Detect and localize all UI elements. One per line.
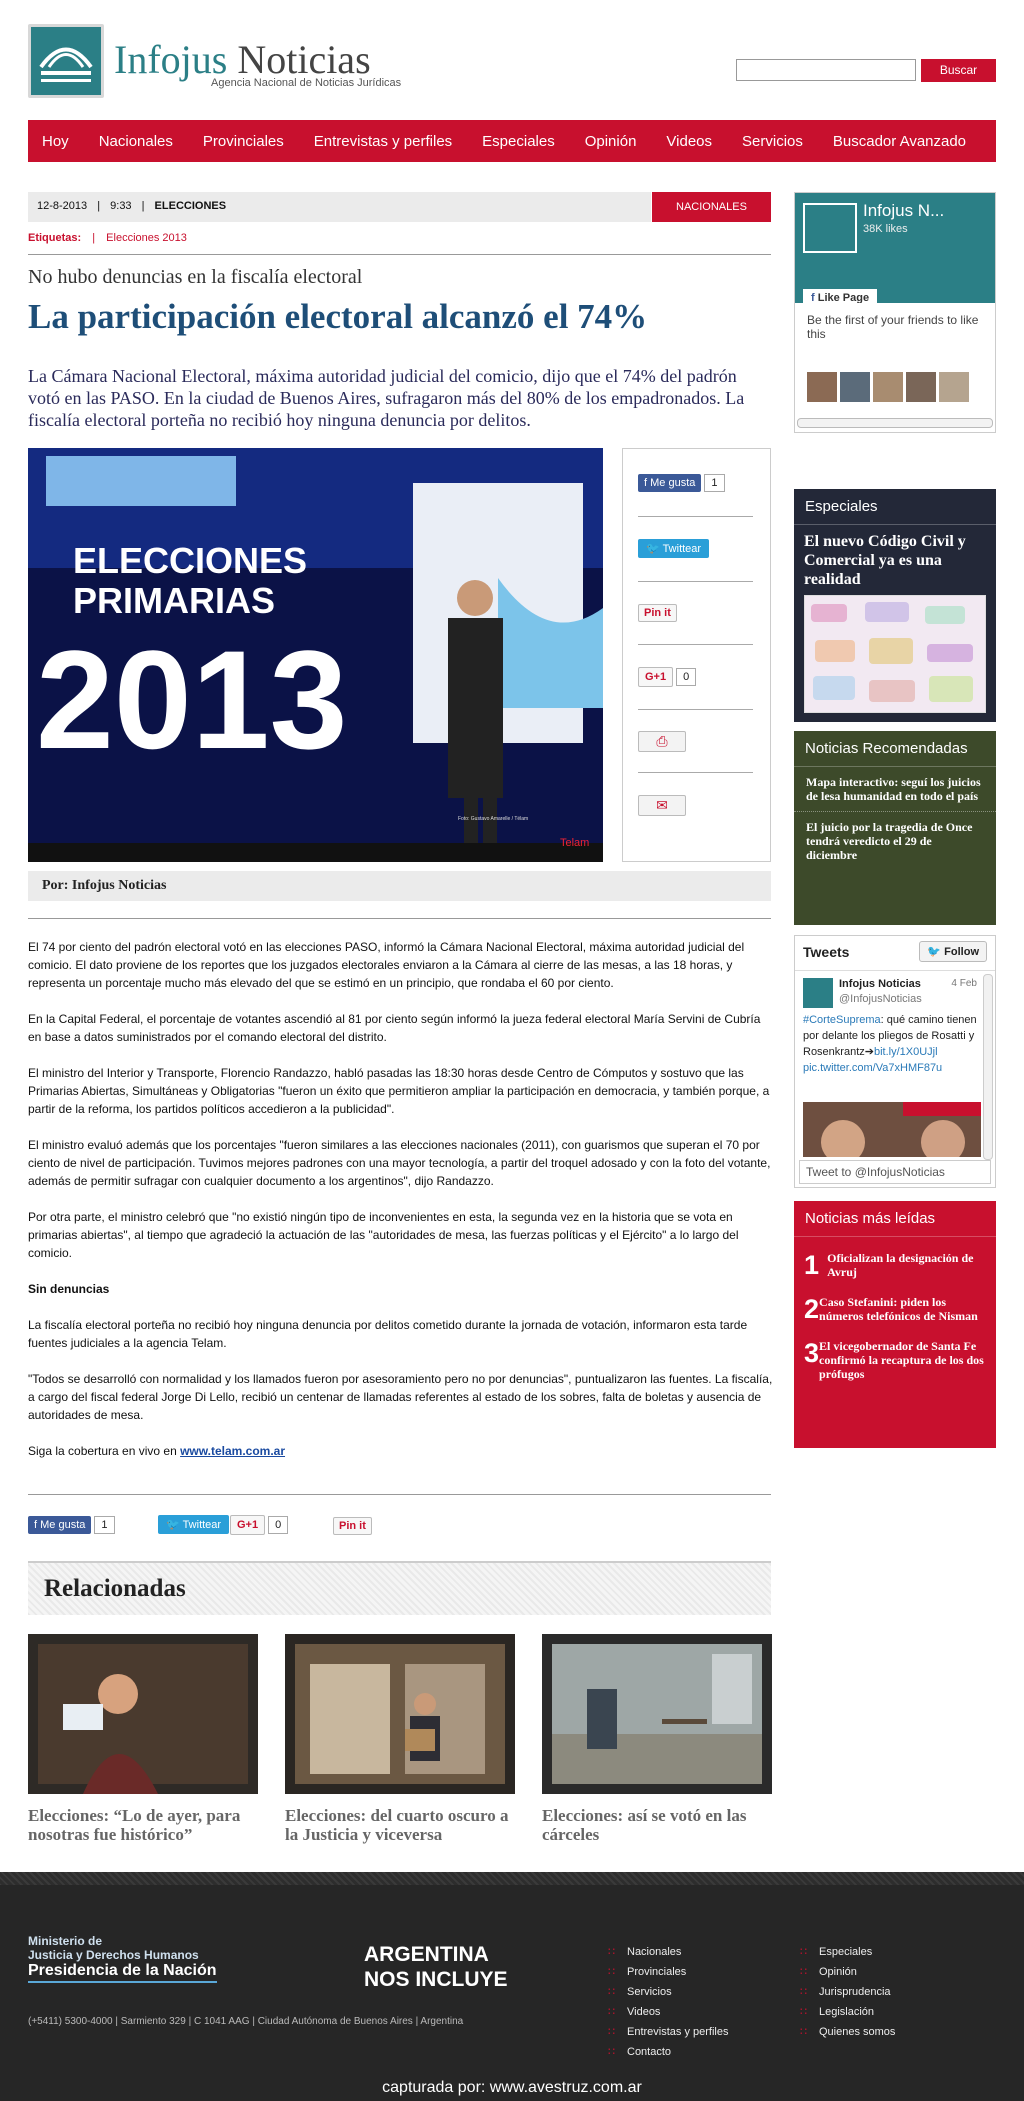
twitter-icon: 🐦	[166, 1519, 183, 1531]
article-title: La participación electoral alcanzó el 74%	[28, 297, 648, 336]
related-title[interactable]: Elecciones: del cuarto oscuro a la Justicia y viceversa	[285, 1806, 509, 1844]
facebook-icon: f	[644, 477, 651, 489]
related-photo[interactable]	[285, 1634, 515, 1794]
gplus-count: 0	[676, 668, 696, 686]
pinterest-button-bottom[interactable]: Pin it	[333, 1517, 372, 1535]
tweet-pic-link[interactable]: pic.twitter.com/Va7xHMF87u	[803, 1062, 943, 1074]
footer-link[interactable]: ∷ Contacto	[608, 2045, 671, 2058]
section-badge[interactable]: NACIONALES	[652, 192, 771, 222]
mas-leida-item[interactable]	[794, 1331, 996, 1389]
nav-item-especiales[interactable]: Especiales	[482, 132, 555, 150]
footer-link[interactable]: ∷ Opinión	[800, 1965, 857, 1978]
article-meta: 12-8-2013 | 9:33 | ELECCIONES	[28, 192, 651, 222]
related-title[interactable]: Elecciones: así se votó en las cárceles	[542, 1806, 747, 1844]
mas-leida-item[interactable]	[794, 1243, 996, 1287]
nav-item-videos[interactable]: Videos	[666, 132, 713, 150]
share-box	[622, 448, 771, 862]
recomendada-item[interactable]: El juicio por la tragedia de Once tendrá veredicto el 29 de diciembre	[806, 820, 973, 862]
tweet-handle[interactable]: @InfojusNoticias	[839, 993, 922, 1005]
divider	[28, 1494, 771, 1495]
footer-link[interactable]: ∷ Videos	[608, 2005, 660, 2018]
nav-item-opinion[interactable]: Opinión	[584, 132, 637, 150]
capture-credit: capturada por: www.avestruz.com.ar	[382, 2079, 642, 2096]
tweet-text: #CorteSuprema: qué camino tienen por delante los pliegos de Rosatti y Rosenkrantz➔bit.ly/1X0UJjl pic.twitter.com/Va7xHMF87u	[803, 1014, 977, 1074]
mas-leida-rank: 3	[804, 1338, 820, 1368]
body-paragraph: El 74 por ciento del padrón electoral votó en las elecciones PASO, informó la Cámara Nacional Electoral, máxima autoridad judicial del comicio. El dato proviene de los reportes que los juzgados electorales enviaron a la Cámara al cierre de las mesas, a las 18 horas, y representa un porcentaje mucho más elevado del que se estimó en un principio, que rondaba el 60 por ciento.	[28, 940, 745, 990]
tweet-link[interactable]: bit.ly/1X0UJjl	[873, 1046, 938, 1058]
follow-text: Siga la cobertura en vivo en	[28, 1444, 181, 1458]
body-paragraph: El ministro evaluó además que los porcentajes "fueron similares a las elecciones nacionales (2011), con guarismos que superan el 70 por ciento de nivel de participación. Tuvimos mejores padrones con una mayor tecnología, a partir del troquel adosado y con la foto del votante, además de permitir sufragar con cualquier documento a los argentinos", dijo Randazzo.	[28, 1138, 771, 1188]
footer-address: (+5411) 5300-4000 | Sarmiento 329 | C 1041 AAG | Ciudad Autónoma de Buenos Aires | Argentina	[28, 2016, 464, 2027]
footer-link[interactable]: ∷ Entrevistas y perfiles	[608, 2025, 728, 2038]
twitter-icon: 🐦	[646, 543, 663, 555]
facebook-page-widget	[794, 192, 996, 433]
mas-leida-item[interactable]	[794, 1287, 996, 1331]
related-photo[interactable]	[28, 1634, 258, 1794]
footer-link[interactable]: ∷ Provinciales	[608, 1965, 686, 1978]
tags-label: Etiquetas:	[28, 232, 82, 244]
like-count: 1	[704, 474, 724, 492]
related-title[interactable]: Elecciones: “Lo de ayer, para nosotras fue histórico”	[28, 1806, 241, 1844]
facebook-icon: f	[811, 292, 818, 303]
body-paragraph: Por otra parte, el ministro celebró que "no existió ningún tipo de inconvenientes en esta, la segunda vez en la historia que se vota en primarias abiertas", al tiempo que agradeció la actuación de las "autoridades de mesa, las fuerzas políticas y el Ejército" a lo largo del comicio.	[28, 1210, 739, 1260]
nav-item-provinciales[interactable]: Provinciales	[202, 132, 284, 150]
mas-leida-title[interactable]: Oficializan la designación de Avruj	[827, 1251, 974, 1279]
site-tagline: Agencia Nacional de Noticias Jurídicas	[211, 77, 402, 89]
print-icon[interactable]: ⎙	[638, 731, 686, 752]
email-icon[interactable]: ✉	[638, 795, 686, 816]
related-card[interactable]	[28, 1634, 258, 1844]
facebook-cover[interactable]	[795, 193, 995, 303]
body-paragraph: La fiscalía electoral porteña no recibió hoy ninguna denuncia por delitos cometido durante la jornada de votación, informaron esta tarde fuentes judiciales a la agencia Telam.	[28, 1318, 748, 1350]
tag-link[interactable]: Elecciones 2013	[106, 232, 187, 244]
recomendadas-heading: Noticias Recomendadas	[794, 731, 996, 767]
tweet-to-input[interactable]: Tweet to @InfojusNoticias	[799, 1160, 991, 1184]
tweet-button[interactable]: 🐦 Twittear	[638, 539, 709, 558]
facebook-icon: f	[34, 1519, 41, 1531]
tweet-button-bottom-wrap	[158, 1515, 229, 1534]
recomendadas-box	[794, 731, 996, 925]
pinterest-button[interactable]: Pin it	[638, 604, 677, 622]
related-card[interactable]	[542, 1634, 772, 1844]
tweets-scrollbar[interactable]	[983, 974, 993, 1160]
tweets-heading: Tweets	[803, 944, 850, 960]
facebook-like-page-button[interactable]: f Like Page	[803, 289, 877, 303]
facebook-page-avatar[interactable]	[803, 203, 857, 253]
body-paragraph: "Todos se desarrolló con normalidad y los llamados fueron por asesoramiento pero no por denuncias", puntualizaron las fuentes. La fiscalía, a cargo del fiscal federal Jorge Di Lello, recibió un centenar de llamadas referentes al estado de los sobres, falta de boletas y ausencia de autoridades de mesa.	[28, 1372, 773, 1422]
mas-leida-title[interactable]: El vicegobernador de Santa Fe confirmó la recaptura de los dos prófugos	[819, 1339, 984, 1381]
footer-link[interactable]: ∷ Nacionales	[608, 1945, 681, 1958]
especiales-title[interactable]: El nuevo Código Civil y Comercial ya es una realidad	[804, 533, 966, 588]
site-logo-text[interactable]: Infojus Noticias	[114, 37, 371, 82]
main-nav	[28, 120, 996, 162]
mas-leidas-heading: Noticias más leídas	[794, 1201, 996, 1237]
twitter-follow-button[interactable]: 🐦 Follow	[919, 941, 987, 962]
divider	[28, 918, 771, 919]
body-paragraph: El ministro del Interior y Transporte, Florencio Randazzo, habló pasadas las 18:30 horas desde Centro de Cómputos y sostuvo que las Primarias Abiertas, Simultáneas y Obligatorias "fueron un éxito que permitieron ampliar la participación en democracia, y también porque, a partir de la reforma, los partidos políticos accedieron a la publicidad".	[28, 1066, 770, 1116]
footer-link[interactable]: ∷ Quienes somos	[800, 2025, 895, 2038]
nav-item-entrevistas[interactable]: Entrevistas y perfiles	[313, 132, 453, 150]
site-logo-icon[interactable]	[28, 24, 104, 98]
especiales-image[interactable]	[804, 595, 986, 713]
footer-link[interactable]: ∷ Jurisprudencia	[800, 1985, 891, 1998]
mas-leida-rank: 1	[804, 1250, 820, 1280]
tweet-date[interactable]: 4 Feb	[951, 978, 977, 989]
tweet-image[interactable]	[803, 1102, 981, 1157]
mas-leidas-box	[794, 1201, 996, 1448]
photo-text-3: 2013	[36, 621, 348, 778]
search-button[interactable]: Buscar	[921, 59, 996, 82]
nav-item-nacionales[interactable]: Nacionales	[98, 132, 173, 150]
related-photo[interactable]	[542, 1634, 772, 1794]
gplus-bottom-wrap	[230, 1515, 288, 1535]
google-plus-button[interactable]: G+1	[638, 667, 673, 687]
article-date: 12-8-2013	[37, 200, 88, 212]
tweet-button-bottom[interactable]: 🐦 Twittear	[158, 1515, 229, 1534]
telam-link[interactable]: www.telam.com.ar	[180, 1444, 286, 1458]
gplus-count-bottom: 0	[268, 1516, 288, 1534]
tags-row: Etiquetas: | Elecciones 2013	[28, 232, 187, 244]
footer	[0, 1885, 1024, 2101]
especiales-heading: Especiales	[794, 489, 996, 525]
article-subtitle: No hubo denuncias en la fiscalía electoral	[28, 266, 363, 288]
mas-leida-title[interactable]: Caso Stefanini: piden los números telefónicos de Nisman	[819, 1295, 978, 1323]
mas-leida-rank: 2	[804, 1294, 820, 1324]
facebook-widget-scrollbar[interactable]	[797, 418, 993, 428]
nav-item-hoy[interactable]: Hoy	[42, 132, 69, 150]
ministry-logo[interactable]: Ministerio de Justicia y Derechos Humanos Presidencia de la Nación	[28, 1934, 217, 1983]
footer-link[interactable]: ∷ Legislación	[800, 2005, 874, 2018]
search-input[interactable]	[736, 59, 916, 81]
nav-item-servicios[interactable]: Servicios	[742, 132, 803, 150]
related-heading: Relacionadas	[28, 1561, 771, 1615]
twitter-icon: 🐦	[927, 946, 945, 958]
footer-stripe	[0, 1872, 1024, 1886]
article-time: 9:33	[110, 200, 132, 212]
related-card[interactable]	[285, 1634, 515, 1844]
facebook-friends-text: Be the first of your friends to like this	[807, 313, 979, 341]
body-paragraph: En la Capital Federal, el porcentaje de votantes ascendió al 81 por ciento según informó la jueza federal electoral María Servini de Cubría en base a datos suministrados por el comando electoral del distrito.	[28, 1012, 761, 1044]
pinterest-bottom-wrap	[333, 1516, 372, 1535]
tweet-avatar[interactable]	[803, 978, 833, 1008]
tweet-hashtag[interactable]: #CorteSuprema	[803, 1014, 881, 1026]
recomendada-item[interactable]: Mapa interactivo: seguí los juicios de lesa humanidad en todo el país	[794, 767, 996, 812]
photo-credit: Telam	[560, 837, 590, 849]
photo-small-credit: Foto: Gustavo Amarelle / Télam	[458, 816, 529, 822]
facebook-friend-avatars	[807, 372, 969, 402]
facebook-likes-count: 38K likes	[863, 223, 908, 235]
argentina-logo[interactable]: ARGENTINA NOS INCLUYE	[364, 1943, 508, 1991]
article-lead: La Cámara Nacional Electoral, máxima autoridad judicial del comicio, dijo que el 74% del padrón votó en las PASO. En la ciudad de Buenos Aires, sufragaron más del 80% de los empadronados. La fiscalía electoral porteña no recibió hoy ninguna denuncia por delitos.	[28, 366, 745, 430]
facebook-like-button-bottom[interactable]: f Me gusta	[28, 1516, 91, 1534]
photo-text-1: ELECCIONES	[73, 540, 308, 581]
article-photo[interactable]	[28, 448, 603, 862]
especiales-box	[794, 489, 996, 722]
twitter-widget	[794, 935, 996, 1188]
byline: Por: Infojus Noticias	[28, 871, 771, 901]
article-category[interactable]: ELECCIONES	[154, 200, 227, 212]
article-body	[28, 938, 773, 1478]
facebook-like-button[interactable]: f Me gusta	[638, 474, 701, 492]
footer-link[interactable]: ∷ Servicios	[608, 1985, 672, 1998]
photo-text-2: PRIMARIAS	[73, 580, 276, 621]
facebook-page-name[interactable]: Infojus N...	[863, 201, 945, 220]
footer-link[interactable]: ∷ Especiales	[800, 1945, 872, 1958]
nav-item-buscador[interactable]: Buscador Avanzado	[832, 132, 967, 150]
like-count-bottom: 1	[94, 1516, 114, 1534]
tweet-author[interactable]: Infojus Noticias	[839, 978, 921, 990]
google-plus-button-bottom[interactable]: G+1	[230, 1515, 265, 1535]
bottom-share	[28, 1515, 115, 1534]
divider	[28, 254, 771, 255]
body-subhead: Sin denuncias	[28, 1282, 110, 1296]
